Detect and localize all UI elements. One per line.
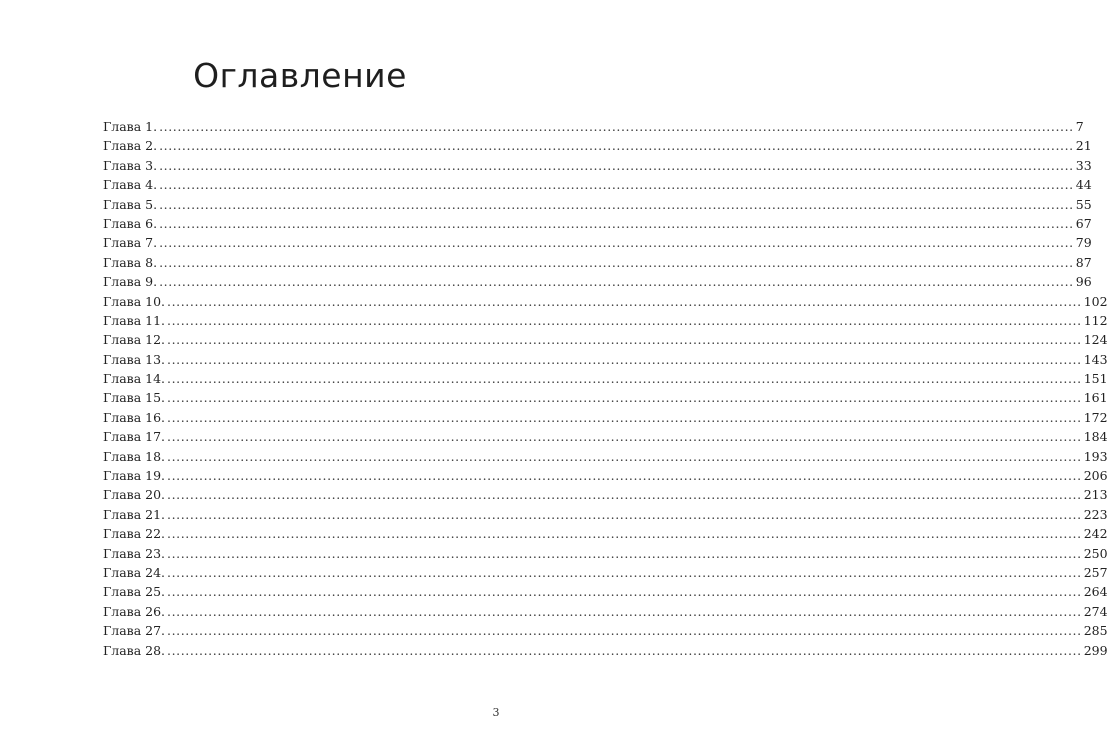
toc-entry[interactable] <box>103 253 1092 272</box>
toc-entry-label: Глава 22. <box>103 526 166 542</box>
dot-leader: ........................................................................................................................................................................................................ <box>159 254 1074 270</box>
toc-entry-page: 285 <box>1083 623 1108 639</box>
toc-entry-page: 33 <box>1075 157 1092 173</box>
toc-entry-page: 102 <box>1083 293 1108 309</box>
dot-leader: ........................................................................................................................................................................................................ <box>159 157 1074 173</box>
dot-leader: ........................................................................................................................................................................................................ <box>159 177 1074 193</box>
toc-entry-label: Глава 17. <box>103 429 166 445</box>
toc-entry-label: Глава 26. <box>103 603 166 619</box>
toc-entry-page: 206 <box>1083 468 1108 484</box>
toc-entry-page: 67 <box>1075 215 1092 231</box>
toc-entry[interactable] <box>103 214 1092 233</box>
toc-entry[interactable] <box>103 602 1108 621</box>
toc-entry-page: 112 <box>1083 312 1108 328</box>
toc-entry[interactable] <box>103 369 1108 388</box>
toc-entry[interactable] <box>103 350 1108 369</box>
toc-entry[interactable] <box>103 544 1108 563</box>
toc-entry-label: Глава 15. <box>103 390 166 406</box>
dot-leader: ........................................................................................................................................................................................................ <box>167 603 1082 619</box>
dot-leader: ........................................................................................................................................................................................................ <box>167 623 1082 639</box>
toc-entry-label: Глава 16. <box>103 409 166 425</box>
toc-entry[interactable] <box>103 136 1092 155</box>
toc-entry-label: Глава 20. <box>103 487 166 503</box>
toc-entry-page: 124 <box>1083 332 1108 348</box>
page-number-text: 3 <box>492 706 500 719</box>
toc-entry-label: Глава 25. <box>103 584 166 600</box>
dot-leader: ........................................................................................................................................................................................................ <box>167 487 1082 503</box>
toc-entry-label: Глава 10. <box>103 293 166 309</box>
toc-entry-label: Глава 7. <box>103 235 158 251</box>
table-of-contents <box>103 117 1108 660</box>
dot-leader: ........................................................................................................................................................................................................ <box>159 215 1074 231</box>
toc-entry[interactable] <box>103 117 1084 136</box>
page-number <box>0 706 600 719</box>
toc-entry-label: Глава 4. <box>103 177 158 193</box>
toc-entry[interactable] <box>103 427 1108 446</box>
toc-entry[interactable] <box>103 175 1092 194</box>
toc-entry[interactable] <box>103 195 1092 214</box>
dot-leader: ........................................................................................................................................................................................................ <box>159 196 1074 212</box>
toc-entry-page: 96 <box>1075 274 1092 290</box>
dot-leader: ........................................................................................................................................................................................................ <box>167 545 1082 561</box>
toc-entry-page: 193 <box>1083 448 1108 464</box>
dot-leader: ........................................................................................................................................................................................................ <box>167 332 1082 348</box>
toc-entry[interactable] <box>103 466 1108 485</box>
toc-entry-label: Глава 12. <box>103 332 166 348</box>
dot-leader: ........................................................................................................................................................................................................ <box>167 642 1082 658</box>
toc-entry[interactable] <box>103 330 1108 349</box>
toc-entry-label: Глава 8. <box>103 254 158 270</box>
page-title: Оглавление <box>193 56 407 95</box>
toc-entry-label: Глава 28. <box>103 642 166 658</box>
toc-entry[interactable] <box>103 621 1108 640</box>
toc-entry[interactable] <box>103 582 1108 601</box>
toc-entry-page: 143 <box>1083 351 1108 367</box>
dot-leader: ........................................................................................................................................................................................................ <box>167 312 1082 328</box>
toc-entry-page: 274 <box>1083 603 1108 619</box>
toc-entry-label: Глава 3. <box>103 157 158 173</box>
toc-entry[interactable] <box>103 524 1108 543</box>
toc-entry[interactable] <box>103 233 1092 252</box>
toc-entry-label: Глава 11. <box>103 312 166 328</box>
toc-entry-label: Глава 5. <box>103 196 158 212</box>
toc-entry[interactable] <box>103 447 1108 466</box>
toc-entry-page: 79 <box>1075 235 1092 251</box>
toc-entry-page: 213 <box>1083 487 1108 503</box>
toc-entry-label: Глава 2. <box>103 138 158 154</box>
dot-leader: ........................................................................................................................................................................................................ <box>159 138 1074 154</box>
dot-leader: ........................................................................................................................................................................................................ <box>167 390 1082 406</box>
dot-leader: ........................................................................................................................................................................................................ <box>167 564 1082 580</box>
toc-entry-label: Глава 24. <box>103 564 166 580</box>
toc-entry-label: Глава 18. <box>103 448 166 464</box>
toc-entry-page: 257 <box>1083 564 1108 580</box>
toc-entry-label: Глава 9. <box>103 274 158 290</box>
dot-leader: ........................................................................................................................................................................................................ <box>167 409 1082 425</box>
dot-leader: ........................................................................................................................................................................................................ <box>167 468 1082 484</box>
toc-entry-page: 250 <box>1083 545 1108 561</box>
toc-entry-page: 299 <box>1083 642 1108 658</box>
toc-entry[interactable] <box>103 311 1108 330</box>
toc-entry-page: 55 <box>1075 196 1092 212</box>
toc-entry[interactable] <box>103 388 1108 407</box>
dot-leader: ........................................................................................................................................................................................................ <box>167 506 1082 522</box>
dot-leader: ........................................................................................................................................................................................................ <box>167 584 1082 600</box>
toc-entry-label: Глава 23. <box>103 545 166 561</box>
toc-entry-label: Глава 27. <box>103 623 166 639</box>
dot-leader: ........................................................................................................................................................................................................ <box>167 293 1082 309</box>
dot-leader: ........................................................................................................................................................................................................ <box>167 526 1082 542</box>
dot-leader: ........................................................................................................................................................................................................ <box>159 274 1074 290</box>
toc-entry-label: Глава 6. <box>103 215 158 231</box>
dot-leader: ........................................................................................................................................................................................................ <box>167 448 1082 464</box>
toc-entry-label: Глава 14. <box>103 371 166 387</box>
toc-entry[interactable] <box>103 641 1108 660</box>
toc-entry[interactable] <box>103 408 1108 427</box>
toc-entry-page: 7 <box>1075 119 1084 134</box>
toc-entry-page: 223 <box>1083 506 1108 522</box>
toc-entry-label: Глава 19. <box>103 468 166 484</box>
toc-entry-label: Глава 1. <box>103 119 158 134</box>
dot-leader: ........................................................................................................................................................................................................ <box>159 119 1074 134</box>
toc-entry-page: 264 <box>1083 584 1108 600</box>
dot-leader: ........................................................................................................................................................................................................ <box>167 429 1082 445</box>
toc-entry[interactable] <box>103 292 1108 311</box>
toc-entry-page: 184 <box>1083 429 1108 445</box>
toc-entry-page: 151 <box>1083 371 1108 387</box>
toc-entry-page: 242 <box>1083 526 1108 542</box>
toc-entry-label: Глава 21. <box>103 506 166 522</box>
toc-entry-label: Глава 13. <box>103 351 166 367</box>
toc-entry-page: 21 <box>1075 138 1092 154</box>
dot-leader: ........................................................................................................................................................................................................ <box>167 351 1082 367</box>
toc-entry-page: 172 <box>1083 409 1108 425</box>
dot-leader: ........................................................................................................................................................................................................ <box>167 371 1082 387</box>
toc-entry[interactable] <box>103 156 1092 175</box>
toc-entry[interactable] <box>103 563 1108 582</box>
toc-entry-page: 161 <box>1083 390 1108 406</box>
toc-entry[interactable] <box>103 485 1108 504</box>
toc-entry[interactable] <box>103 272 1092 291</box>
toc-entry-page: 44 <box>1075 177 1092 193</box>
dot-leader: ........................................................................................................................................................................................................ <box>159 235 1074 251</box>
toc-entry-page: 87 <box>1075 254 1092 270</box>
toc-entry[interactable] <box>103 505 1108 524</box>
